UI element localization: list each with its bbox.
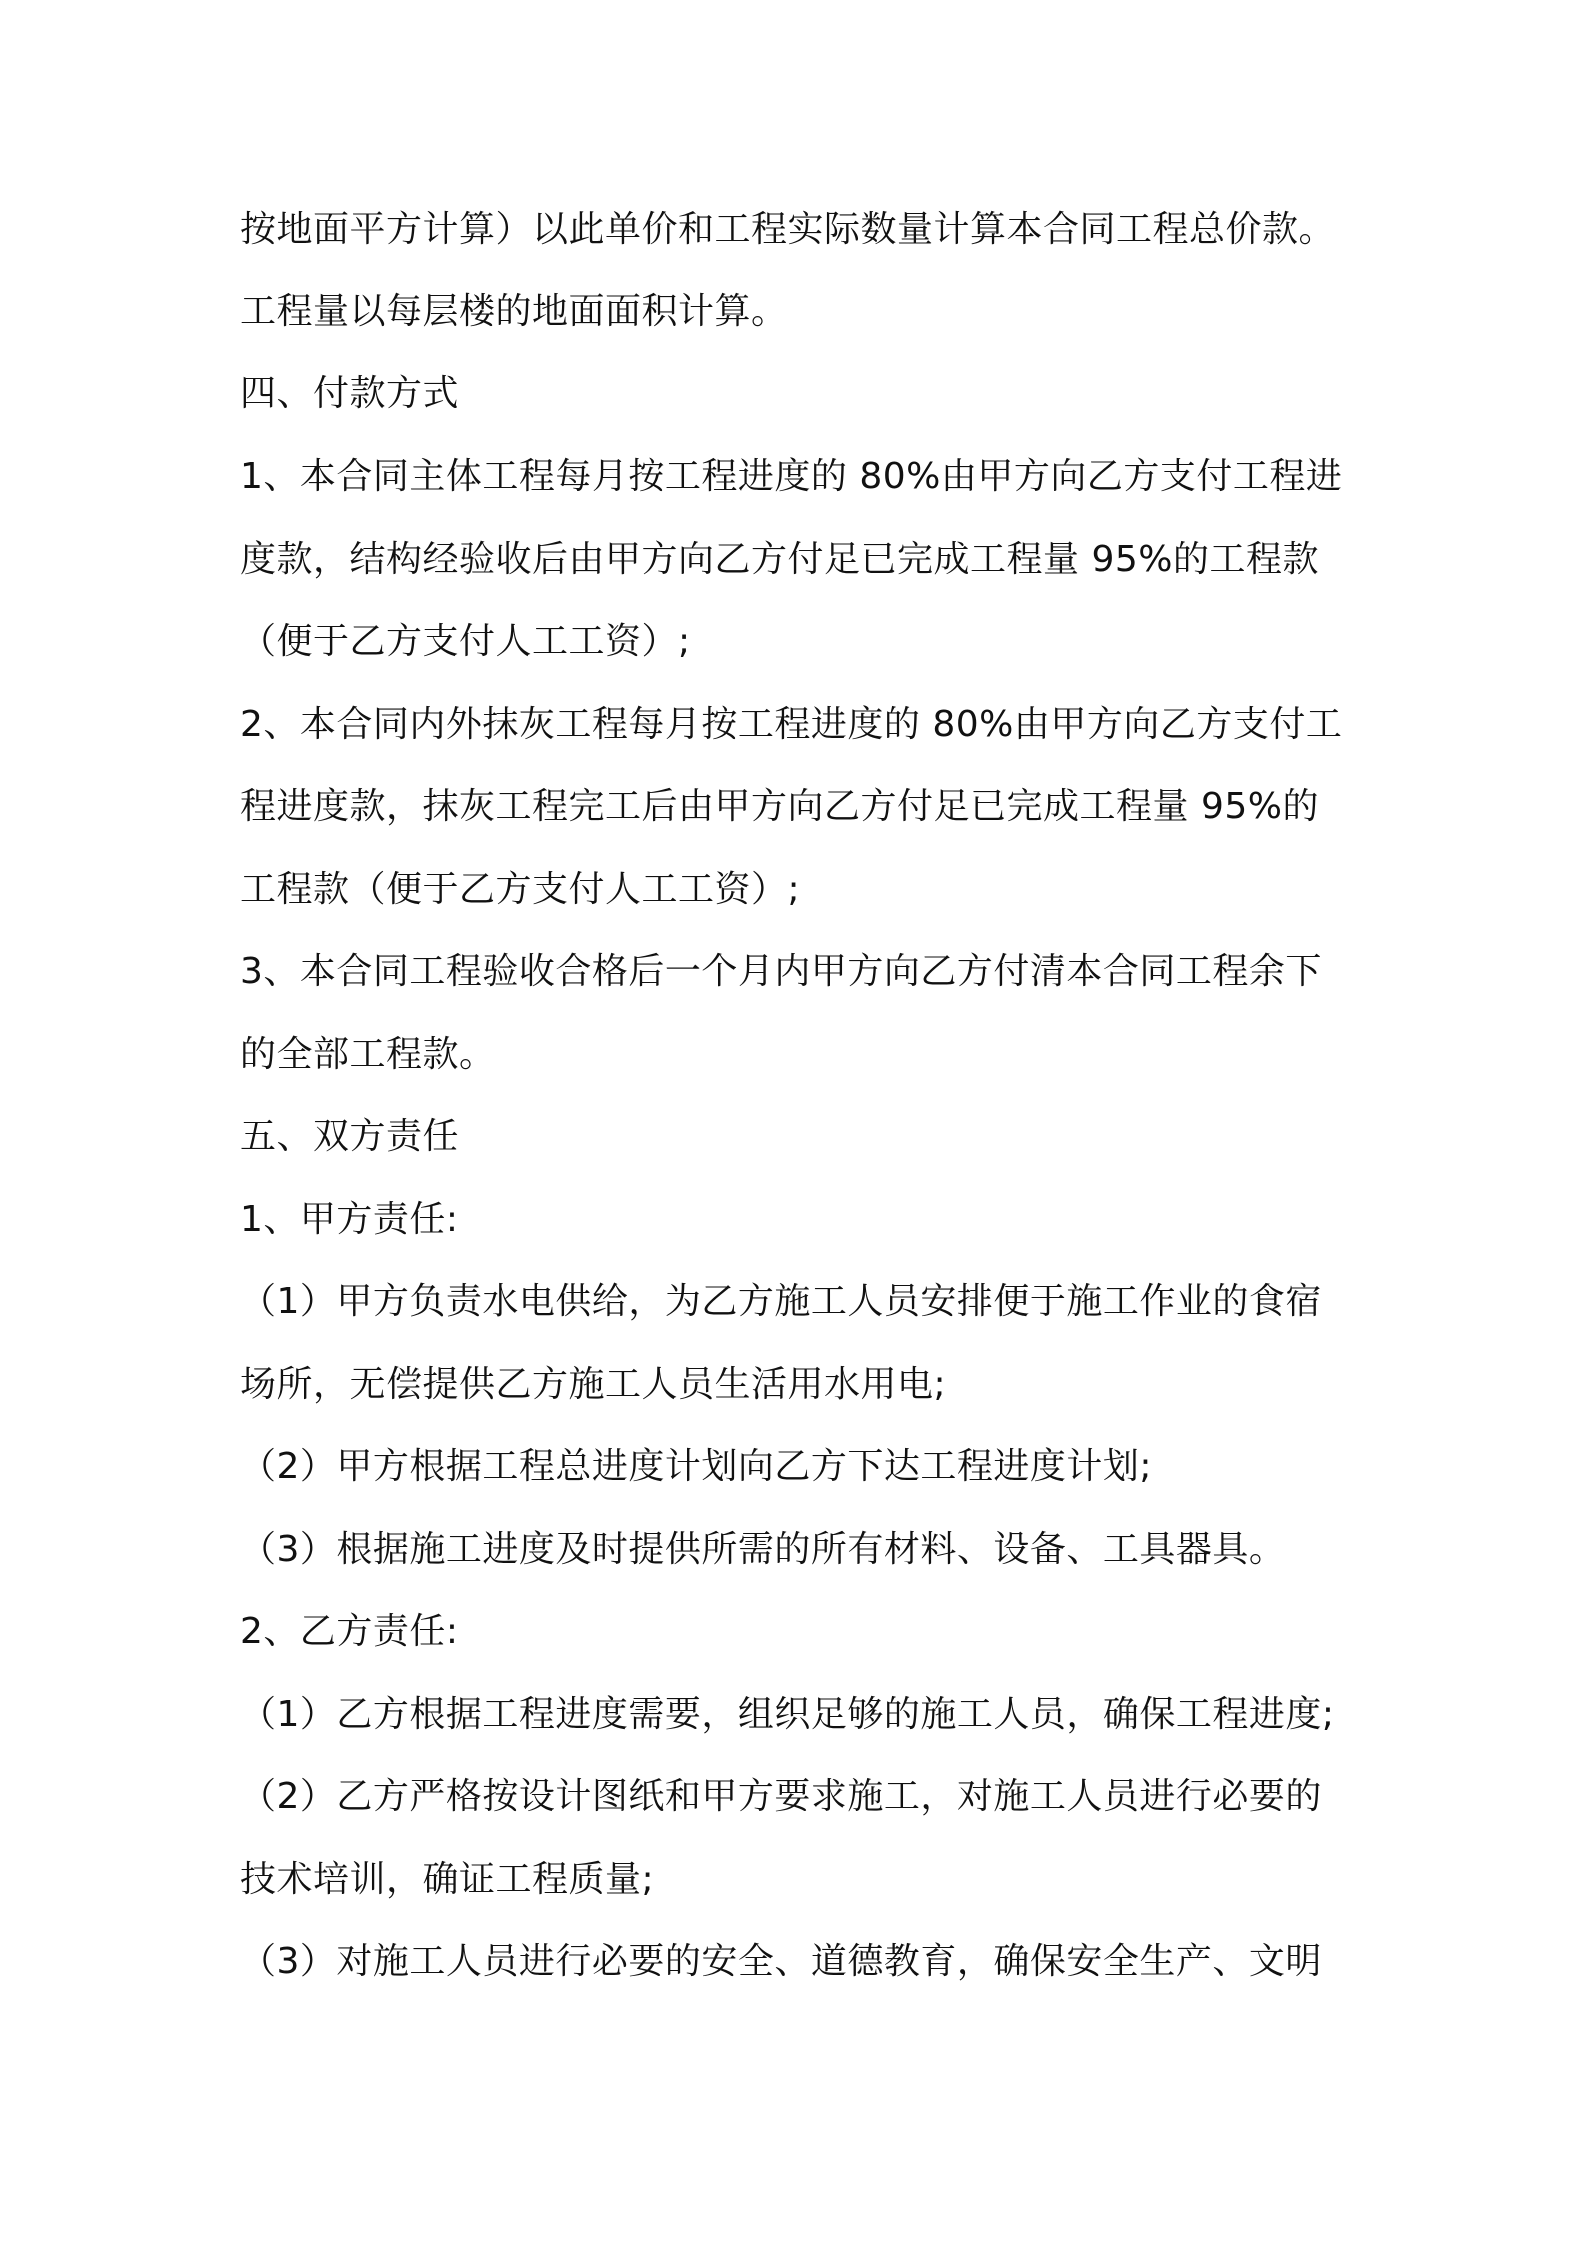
text-line: 度款，结构经验收后由甲方向乙方付足已完成工程量 95%的工程款 xyxy=(240,539,1319,580)
section-heading: 四、付款方式 xyxy=(240,373,460,414)
text-line: （3）根据施工进度及时提供所需的所有材料、设备、工具器具。 xyxy=(240,1529,1286,1570)
text-line: 2、本合同内外抹灰工程每月按工程进度的 80%由甲方向乙方支付工 xyxy=(240,704,1343,745)
text-line: 3、本合同工程验收合格后一个月内甲方向乙方付清本合同工程余下 xyxy=(240,951,1322,992)
text-line: 场所，无偿提供乙方施工人员生活用水用电; xyxy=(240,1364,947,1405)
text-line: 技术培训，确证工程质量; xyxy=(240,1859,655,1900)
text-line: （2）乙方严格按设计图纸和甲方要求施工，对施工人员进行必要的 xyxy=(240,1776,1322,1817)
text-line: 1、本合同主体工程每月按工程进度的 80%由甲方向乙方支付工程进 xyxy=(240,456,1343,497)
text-line: 按地面平方计算）以此单价和工程实际数量计算本合同工程总价款。 xyxy=(240,209,1336,250)
subsection-heading: 1、甲方责任: xyxy=(240,1199,459,1240)
text-line: 工程款（便于乙方支付人工工资）; xyxy=(240,869,801,910)
text-line: 的全部工程款。 xyxy=(240,1034,496,1075)
subsection-heading: 2、乙方责任: xyxy=(240,1611,459,1652)
text-line: （2）甲方根据工程总进度计划向乙方下达工程进度计划; xyxy=(240,1446,1153,1487)
text-line: 工程量以每层楼的地面面积计算。 xyxy=(240,291,788,332)
text-line: （1）甲方负责水电供给，为乙方施工人员安排便于施工作业的食宿 xyxy=(240,1281,1322,1322)
text-line: （3）对施工人员进行必要的安全、道德教育，确保安全生产、文明 xyxy=(240,1941,1322,1982)
text-line: 程进度款，抹灰工程完工后由甲方向乙方付足已完成工程量 95%的 xyxy=(240,786,1319,827)
text-line: （1）乙方根据工程进度需要，组织足够的施工人员，确保工程进度; xyxy=(240,1694,1335,1735)
section-heading: 五、双方责任 xyxy=(240,1116,460,1157)
text-line: （便于乙方支付人工工资）; xyxy=(240,621,691,662)
